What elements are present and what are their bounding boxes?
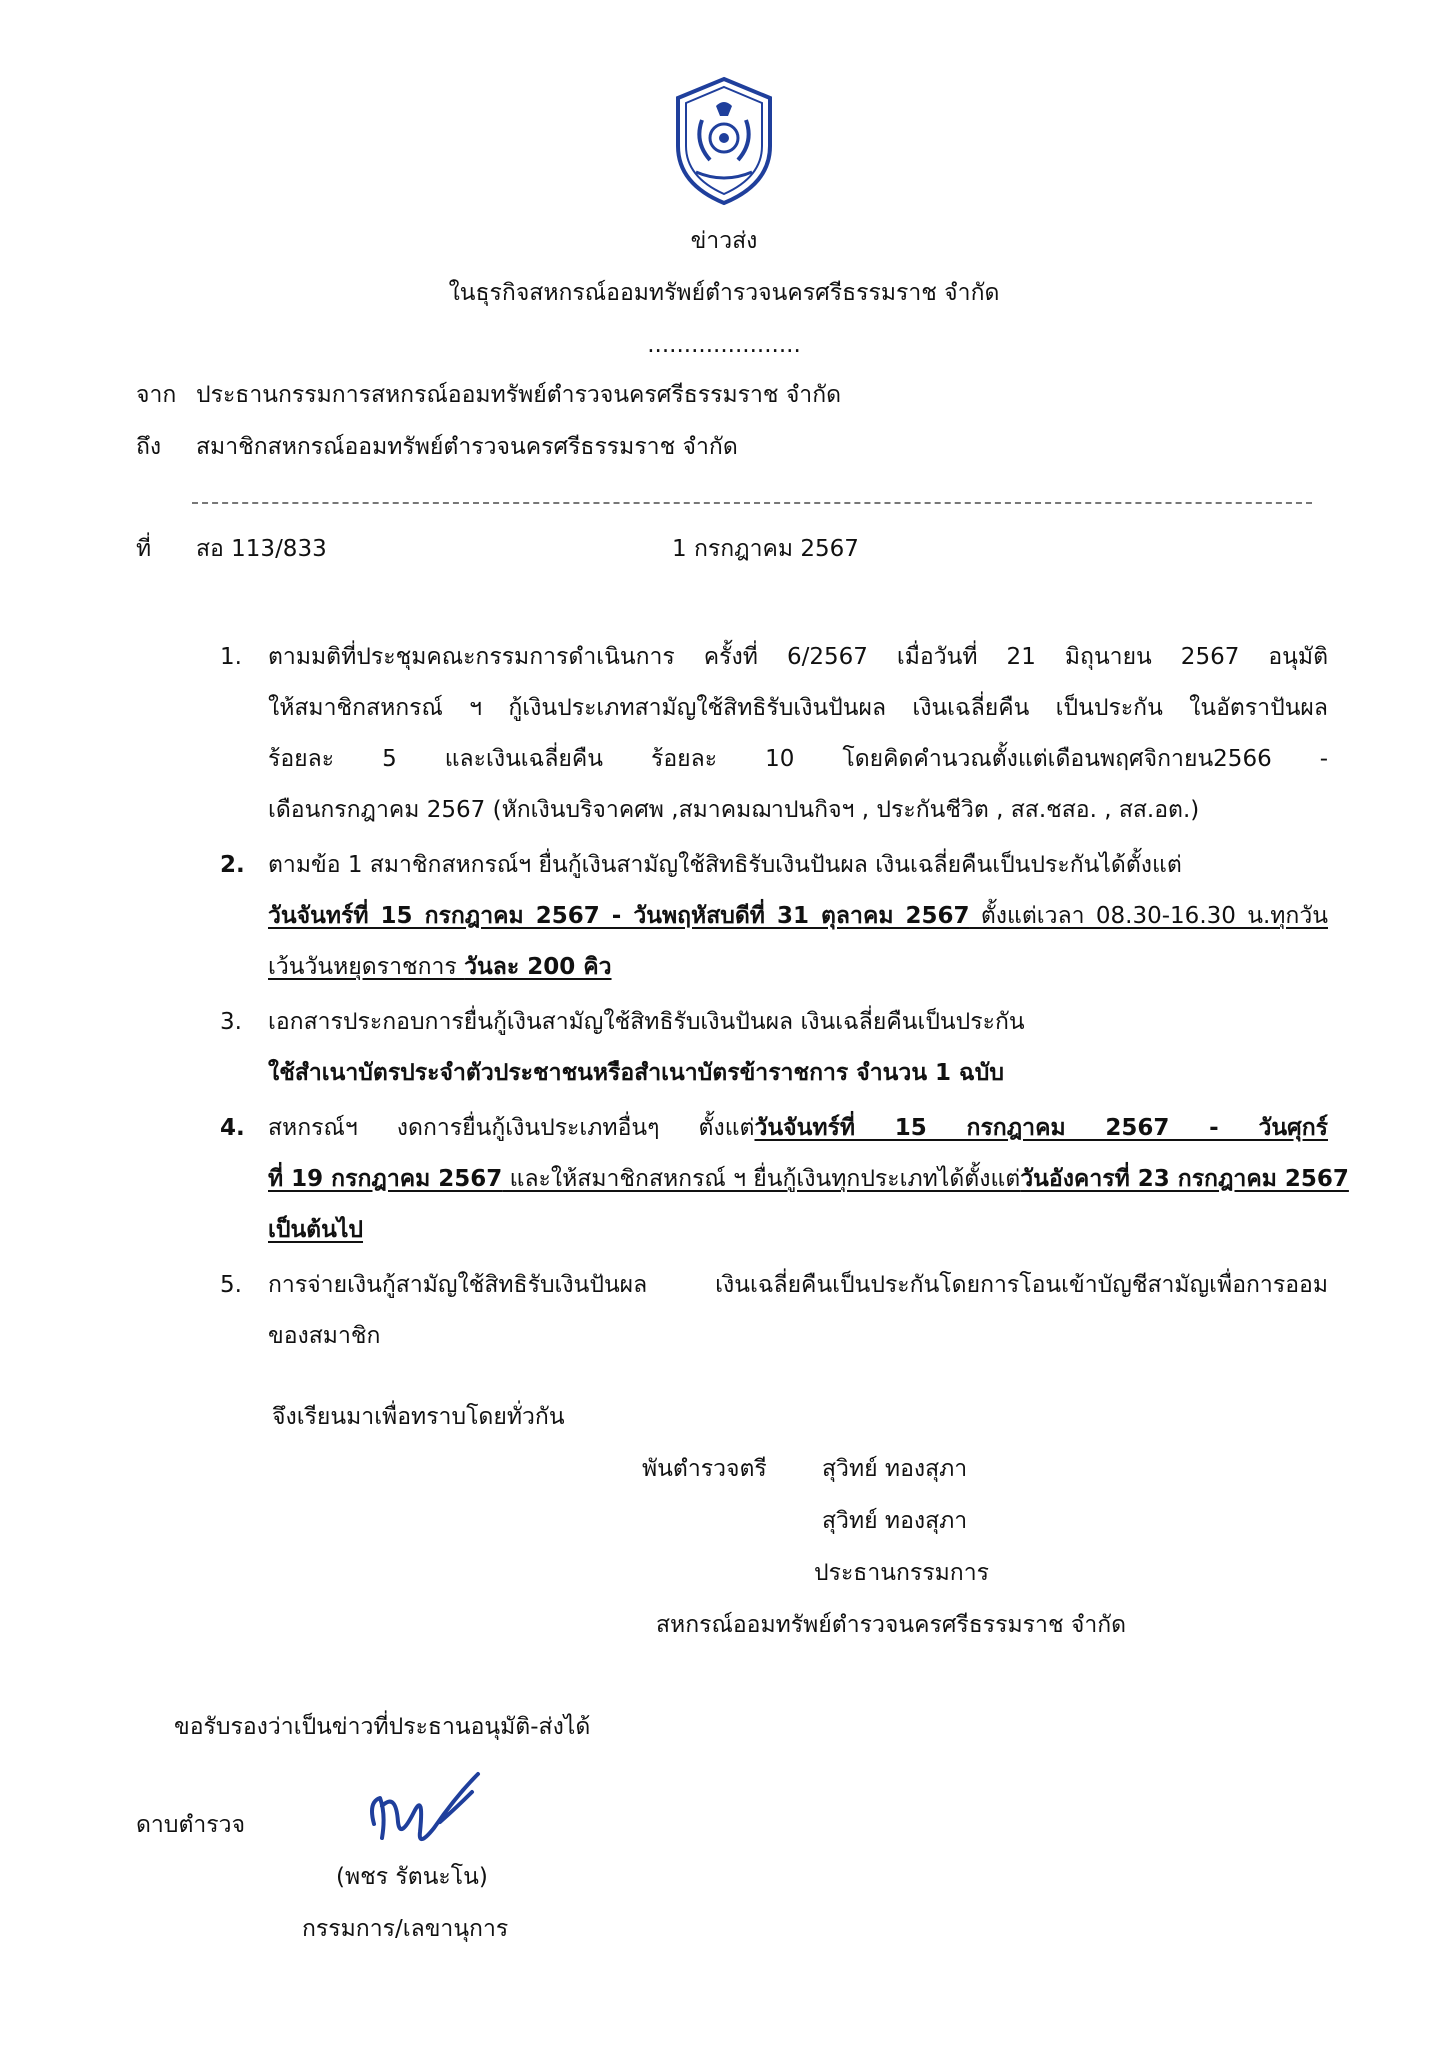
- section-divider: [192, 502, 1312, 504]
- emblem-seal-icon: [672, 76, 776, 206]
- reference-date: 1 กรกฎาคม 2567: [672, 536, 859, 562]
- item-line: ตามมติที่ประชุมคณะกรรมการดำเนินการ ครั้งที่ 6/2567 เมื่อวันที่ 21 มิถุนายน 2567 อนุมัติ: [268, 644, 1328, 670]
- item-number: 1.: [220, 644, 242, 670]
- certifier-position: กรรมการ/เลขานุการ: [302, 1916, 509, 1942]
- signatory-organization: สหกรณ์ออมทรัพย์ตำรวจนครศรีธรรมราช จำกัด: [656, 1612, 1127, 1638]
- handwritten-signature: [360, 1762, 500, 1852]
- suspension-start: วันจันทร์ที่ 15 กรกฎาคม 2567 - วันศุกร์: [754, 1115, 1328, 1141]
- loan-period-dates: วันจันทร์ที่ 15 กรกฎาคม 2567 - วันพฤหัสบดีที่ 31 ตุลาคม 2567: [268, 903, 970, 929]
- item-number: 4.: [220, 1115, 245, 1141]
- item-number: 3.: [220, 1009, 242, 1035]
- suspension-text: สหกรณ์ฯ งดการยื่นกู้เงินประเภทอื่นๆ ตั้งแต่: [268, 1115, 755, 1141]
- item-line: ให้สมาชิกสหกรณ์ ฯ กู้เงินประเภทสามัญใช้สิทธิรับเงินปันผล เงินเฉลี่ยคืน เป็นประกัน ในอัตราปันผล: [268, 695, 1328, 721]
- list-item: [220, 1260, 1328, 1362]
- item-number: 2.: [220, 852, 245, 878]
- resume-text: และให้สมาชิกสหกรณ์ ฯ ยื่นกู้เงินทุกประเภทได้ตั้งแต่: [502, 1166, 1021, 1192]
- onwards-text: เป็นต้นไป: [268, 1217, 364, 1243]
- item-line: ของสมาชิก: [268, 1323, 381, 1349]
- item-line: [268, 1103, 1328, 1154]
- notice-items: [220, 632, 1349, 1366]
- daily-queue-limit: วันละ 200 คิว: [464, 954, 612, 980]
- to-value: สมาชิกสหกรณ์ออมทรัพย์ตำรวจนครศรีธรรมราช จำกัด: [196, 434, 738, 460]
- closing-text: จึงเรียนมาเพื่อทราบโดยทั่วกัน: [272, 1404, 565, 1430]
- holiday-note: เว้นวันหยุดราชการ: [268, 954, 465, 980]
- signatory-position: ประธานกรรมการ: [814, 1560, 989, 1586]
- from-value: ประธานกรรมการสหกรณ์ออมทรัพย์ตำรวจนครศรีธรรมราช จำกัด: [196, 382, 842, 408]
- item-line: เดือนกรกฎาคม 2567 (หักเงินบริจาคศพ ,สมาคมฌาปนกิจฯ , ประกันชีวิต , สส.ชสอ. , สส.อต.): [268, 797, 1200, 823]
- suspension-end: ที่ 19 กรกฎาคม 2567: [268, 1166, 503, 1192]
- to-label: ถึง: [136, 434, 162, 460]
- item-line: [268, 891, 1328, 942]
- certifier-name: (พชร รัตนะโน): [336, 1864, 488, 1890]
- required-document: ใช้สำเนาบัตรประจำตัวประชาชนหรือสำเนาบัตรข้าราชการ จำนวน 1 ฉบับ: [268, 1060, 1004, 1086]
- service-hours: ตั้งแต่เวลา 08.30-16.30 น.ทุกวัน: [969, 903, 1328, 929]
- item-line: ร้อยละ 5 และเงินเฉลี่ยคืน ร้อยละ 10 โดยคิดคำนวณตั้งแต่เดือนพฤศจิกายน2566 -: [268, 746, 1328, 772]
- item-line: [268, 1205, 1328, 1256]
- item-line: การจ่ายเงินกู้สามัญใช้สิทธิรับเงินปันผล เงินเฉลี่ยคืนเป็นประกันโดยการโอนเข้าบัญชีสามัญเพื่อการออม: [268, 1272, 1328, 1298]
- item-line: เอกสารประกอบการยื่นกู้เงินสามัญใช้สิทธิรับเงินปันผล เงินเฉลี่ยคืนเป็นประกัน: [268, 1009, 1025, 1035]
- item-line: [268, 1154, 1349, 1205]
- from-label: จาก: [136, 382, 177, 408]
- resume-date: วันอังคารที่ 23 กรกฎาคม 2567: [1020, 1166, 1349, 1192]
- item-line: ตามข้อ 1 สมาชิกสหกรณ์ฯ ยื่นกู้เงินสามัญใช้สิทธิรับเงินปันผล เงินเฉลี่ยคืนเป็นประกันได้ตั้งแต่: [268, 852, 1182, 878]
- certifier-rank: ดาบตำรวจ: [136, 1812, 246, 1838]
- list-item: [220, 997, 1328, 1099]
- reference-label: ที่: [136, 536, 152, 562]
- list-item: [220, 1103, 1349, 1256]
- document-subtitle: ในธุรกิจสหกรณ์ออมทรัพย์ตำรวจนครศรีธรรมราช จำกัด: [448, 280, 1000, 306]
- reference-number: สอ 113/833: [196, 536, 327, 562]
- item-line: [268, 942, 1328, 993]
- signatory-name-with-rank: สุวิทย์ ทองสุภา: [822, 1456, 968, 1482]
- signatory-rank: พันตำรวจตรี: [642, 1456, 767, 1482]
- list-item: [220, 632, 1328, 836]
- item-number: 5.: [220, 1272, 242, 1298]
- title-separator-dots: .....................: [647, 332, 801, 358]
- certification-text: ขอรับรองว่าเป็นข่าวที่ประธานอนุมัติ-ส่งได้: [174, 1714, 591, 1740]
- list-item: [220, 840, 1328, 993]
- signatory-name: สุวิทย์ ทองสุภา: [822, 1508, 968, 1534]
- document-title: ข่าวส่ง: [690, 228, 758, 254]
